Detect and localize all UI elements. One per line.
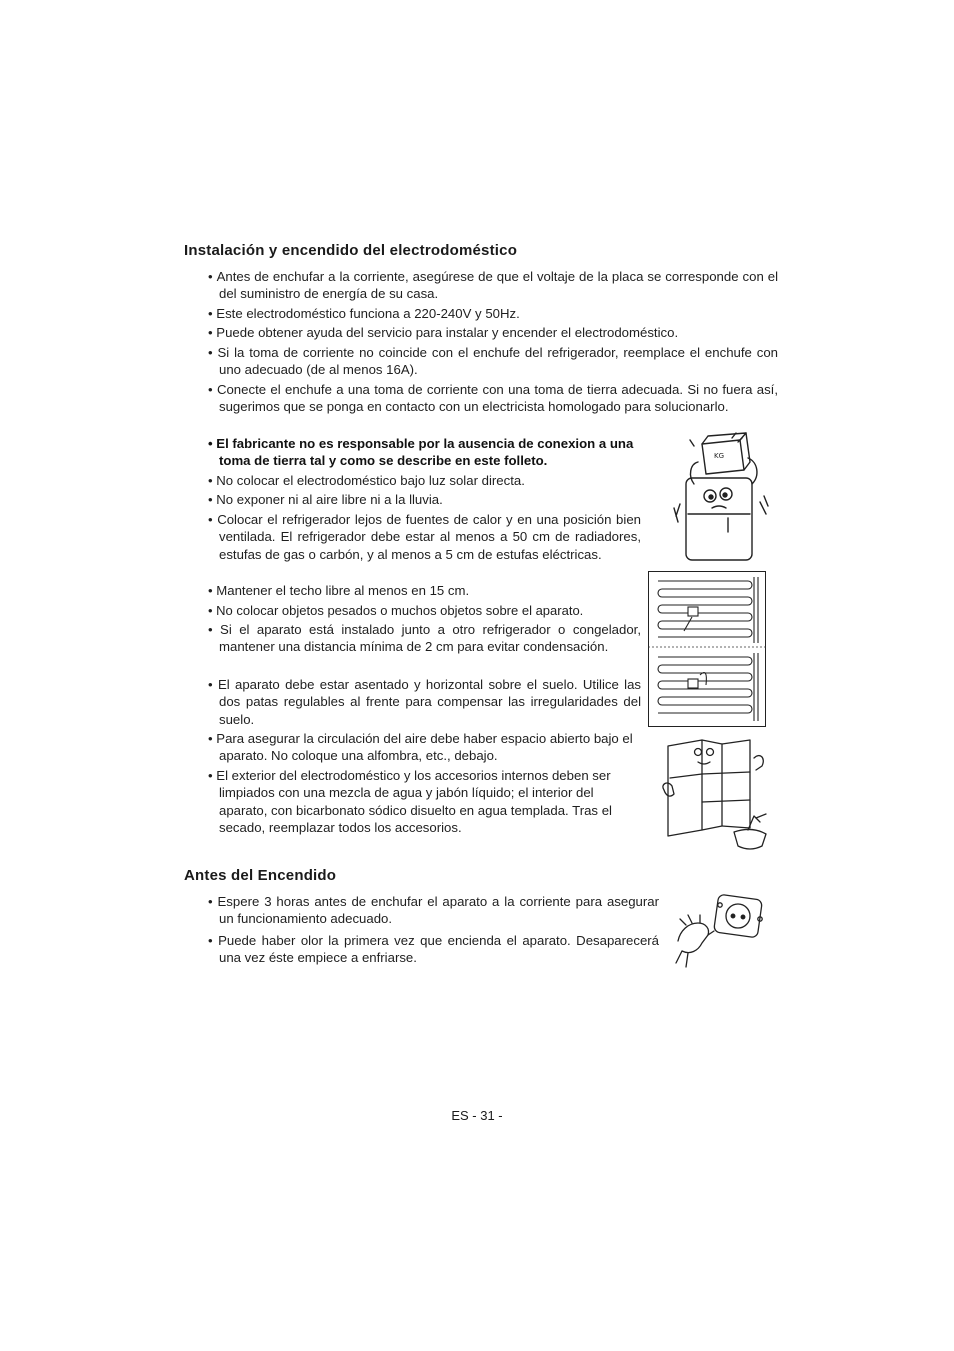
condenser-coil-illustration [648,571,766,727]
bullet-first-smell: • Puede haber olor la primera vez que encienda el aparato. Desaparecerá una vez éste empiece a enfriarse. [208,932,659,967]
page-number: ES - 31 - [451,1108,503,1123]
bullet-level-floor: • El aparato debe estar asentado y horizontal sobre el suelo. Utilice las dos patas regulables al frente para compensar las irregularidades del suelo. [208,676,641,728]
bullet-cleaning: • El exterior del electrodoméstico y los accesorios internos deben ser limpiados con una mezcla de agua y jabón líquido; el interior del aparato, con bicarbonato sódico disuelto en agua templada. Tras el secado, reemplazar todos los accesorios. [208,767,643,836]
bullet-distance-other-fridge: • Si el aparato está instalado junto a otro refrigerador o congelador, mantener una distancia mínima de 2 cm para evitar condensación. [208,621,641,656]
section-title-installation: Instalación y encendido del electrodoméstico [184,242,518,259]
fridge-cleaning-illustration [662,736,772,856]
fridge-carrying-box-illustration [672,432,772,572]
bullet-plug-replace: • Si la toma de corriente no coincide con el enchufe del refrigerador, reemplace el enchufe con uno adecuado (de al menos 16A). [208,344,778,379]
wall-socket-hand-illustration [672,893,768,971]
bullet-manufacturer-warning: • El fabricante no es responsable por la ausencia de conexion a una toma de tierra tal y como se describe en este folleto. [208,435,647,470]
bullet-air-circulation: • Para asegurar la circulación del aire debe haber espacio abierto bajo el aparato. No coloque una alfombra, etc., debajo. [208,730,643,765]
bullet-service-help: • Puede obtener ayuda del servicio para instalar y encender el electrodoméstico. [208,324,778,341]
bullet-no-outdoor: • No exponer ni al aire libre ni a la lluvia. [208,491,647,508]
bullet-wait-3-hours: • Espere 3 horas antes de enchufar el aparato a la corriente para asegurar un funcionamiento adecuado. [208,893,659,928]
bullet-no-sunlight: • No colocar el electrodoméstico bajo luz solar directa. [208,472,647,489]
bullet-voltage-spec: • Este electrodoméstico funciona a 220-240V y 50Hz. [208,305,778,322]
bullet-voltage-check: • Antes de enchufar a la corriente, asegúrese de que el voltaje de la placa se corresponde con el del suministro de energía de su casa. [208,268,778,303]
box-label: KG [714,452,725,460]
bullet-ceiling-space: • Mantener el techo libre al menos en 15 cm. [208,582,657,599]
bullet-earth-connection: • Conecte el enchufe a una toma de corriente con una toma de tierra adecuada. Si no fuera así, sugerimos que se ponga en contacto con un electricista homologado para solucionarlo. [208,381,778,416]
bullet-no-heavy-objects: • No colocar objetos pesados o muchos objetos sobre el aparato. [208,602,659,619]
bullet-heat-sources: • Colocar el refrigerador lejos de fuentes de calor y en una posición bien ventilada. El refrigerador debe estar al menos a 50 cm de radiadores, estufas de gas o carbón, y al menos a 5 cm de estufas eléctricas. [208,511,641,563]
section-title-before-start: Antes del Encendido [184,867,337,884]
